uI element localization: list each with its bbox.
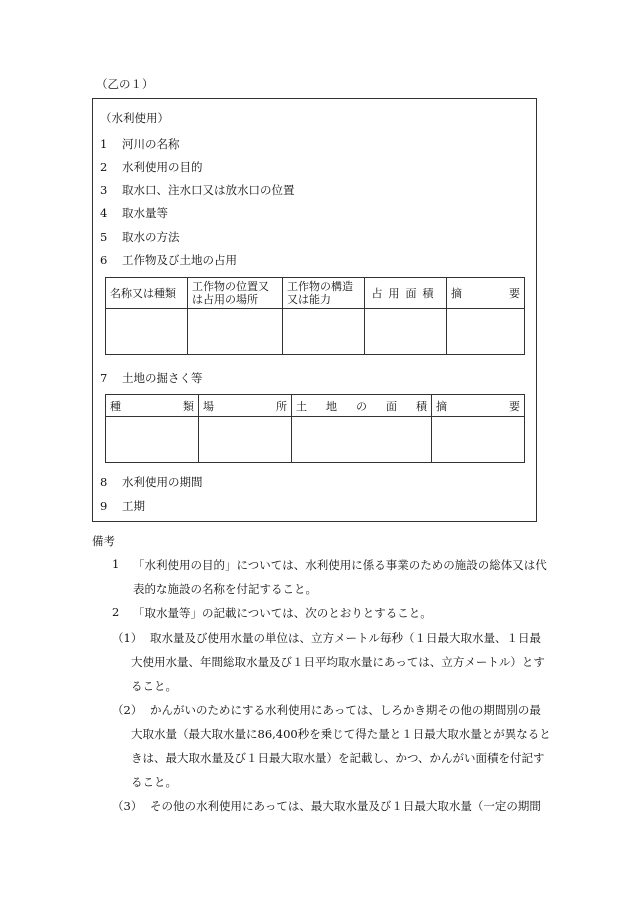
subnote-1-line-2: 大使用水量、年間総取水量及び１日平均取水量にあっては、立方メートル）とす <box>131 655 545 669</box>
subnote-1-number: （1） <box>112 631 143 645</box>
subnote-1-line-1: 取水量及び使用水量の単位は、立方メートル毎秒（１日最大取水量、１日最 <box>150 631 541 645</box>
item-text: 水利使用の期間 <box>122 475 203 489</box>
col-header-type: 種 類 <box>106 395 199 417</box>
excavation-table <box>105 394 525 463</box>
col-header-structure: 工作物の構造又は能力 <box>283 278 365 309</box>
table-cell <box>199 417 292 463</box>
subnote-2-line-3: きは、最大取水量及び１日最大取水量）を記載し、かつ、かんがい面積を付記す <box>131 751 545 765</box>
col-header-remarks: 摘 要 <box>447 278 525 309</box>
item-8 <box>100 474 203 490</box>
item-3 <box>100 182 295 198</box>
table-cell <box>188 309 283 355</box>
item-number: 6 <box>100 253 108 267</box>
subnote-3-line-1: その他の水利使用にあっては、最大取水量及び１日最大取水量（一定の期間 <box>150 799 541 813</box>
col-header-land-area: 土 地 の 面 積 <box>292 395 432 417</box>
form-label: （乙の１） <box>96 77 154 91</box>
item-number: 1 <box>100 137 108 151</box>
col-header-place: 場 所 <box>199 395 292 417</box>
table-cell <box>432 417 525 463</box>
item-text: 取水量等 <box>122 206 168 220</box>
item-number: 2 <box>100 160 108 174</box>
subnote-2-number: （2） <box>112 703 143 717</box>
item-number: 8 <box>100 475 108 489</box>
item-7 <box>100 370 203 386</box>
item-text: 取水口、注水口又は放水口の位置 <box>122 183 295 197</box>
item-9 <box>100 498 145 514</box>
occupancy-table <box>105 277 525 355</box>
col-header-name: 名称又は種類 <box>106 278 188 309</box>
item-1 <box>100 136 180 152</box>
item-text: 工作物及び土地の占用 <box>122 253 237 267</box>
col-header-location: 工作物の位置又は占用の場所 <box>188 278 283 309</box>
item-number: 3 <box>100 183 108 197</box>
item-6 <box>100 252 237 268</box>
subnote-2-line-2: 大取水量（最大取水量に86,400秒を乗じて得た量と１日最大取水量とが異なると <box>131 727 551 741</box>
item-text: 河川の名称 <box>122 137 180 151</box>
subnote-1-line-3: ること。 <box>131 679 177 693</box>
table-row <box>106 309 525 355</box>
item-number: 9 <box>100 499 108 513</box>
note-1-line-1: 「水利使用の目的」については、水利使用に係る事業のための施設の総体又は代 <box>133 558 547 572</box>
item-text: 工期 <box>122 499 145 513</box>
note-2-number: 2 <box>112 605 120 619</box>
table-cell <box>365 309 447 355</box>
subnote-2-line-4: ること。 <box>131 775 177 789</box>
table-cell <box>283 309 365 355</box>
table-row <box>106 417 525 463</box>
item-2 <box>100 159 203 175</box>
note-2-line-1: 「取水量等」の記載については、次のとおりとすること。 <box>133 606 432 620</box>
subnote-3-number: （3） <box>112 799 143 813</box>
table-cell <box>106 309 188 355</box>
table-cell <box>292 417 432 463</box>
item-5 <box>100 229 180 245</box>
table-cell <box>106 417 199 463</box>
item-number: 7 <box>100 371 108 385</box>
col-header-area: 占用面積 <box>365 278 447 309</box>
item-number: 5 <box>100 230 108 244</box>
notes-title: 備考 <box>92 534 115 548</box>
note-1-number: 1 <box>112 557 120 571</box>
item-text: 取水の方法 <box>122 230 180 244</box>
table-cell <box>447 309 525 355</box>
item-4 <box>100 205 168 221</box>
item-number: 4 <box>100 206 108 220</box>
item-text: 土地の掘さく等 <box>122 371 203 385</box>
col-header-remarks: 摘 要 <box>432 395 525 417</box>
subnote-2-line-1: かんがいのためにする水利使用にあっては、しろかき期その他の期間別の最 <box>150 703 541 717</box>
note-1-line-2: 表的な施設の名称を付記すること。 <box>133 582 317 596</box>
item-text: 水利使用の目的 <box>122 160 203 174</box>
box-title: （水利使用） <box>100 111 169 125</box>
